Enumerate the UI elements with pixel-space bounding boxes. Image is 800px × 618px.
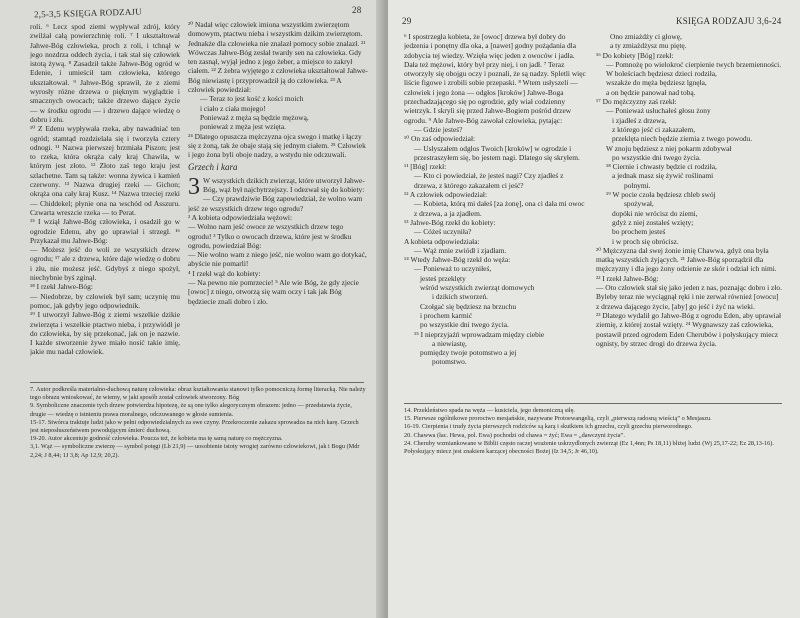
left-footnotes — [30, 386, 366, 616]
poem-line: po wszystkie dni twego życia. — [420, 320, 509, 330]
paragraph: — Wąż mnie zwiódł i zjadłam. — [414, 245, 507, 255]
footnote: 15. Pierwsze ogólnikowe proroctwo mesjańskie, nazywane Protoewangelią, czyli „pierwszą radosną wieścią” o Mesjaszu. — [404, 415, 712, 423]
paragraph: ¹² A człowiek odpowiedział: — [404, 190, 488, 200]
poem-line: dopóki nie wrócisz do ziemi, — [612, 208, 698, 218]
poem-line: ¹⁹ W pocie czoła będziesz chleb swój — [606, 190, 716, 200]
paragraph: ²³ Dlatego wydalił go Jahwe-Bóg z ogrodu Eden, aby uprawiał ziemię, z której został wzięty. ²⁴ Wygnawszy zaś człowieka, postawił przed ogrodem Eden Cherubów i połyskujący miecz ognisty, by strzec drogi do drzewa życia. — [596, 310, 782, 348]
footnote: 9. Symboliczne znaczenie tych drzew potwierdza hipotezę, że są one tylko alegorycznym obrazem: jedno — przedstawia życie, drugie — wiedzę o istnieniu prawa moralnego, odczuwanego w głosie sumienia. — [30, 402, 352, 418]
poem-line: a jednak masz się żywić roślinami — [612, 171, 714, 181]
paragraph: ¹¹ [Bóg] rzekł: — [404, 162, 447, 172]
right-footnotes — [404, 407, 784, 615]
paragraph: — Gdzie jesteś? — [414, 124, 463, 134]
poem-line: i dzikich stworzeń. — [432, 292, 489, 302]
footnote-divider — [404, 403, 782, 404]
footnote: 20. Chawwa (łac. Hewa, pol. Ewa) pochodzi od chawa = żyć; Ewa = „dawczyni życia”. — [404, 431, 625, 439]
paragraph: ¹⁷ Do mężczyzny zaś rzekł: — [596, 97, 677, 107]
paragraph: — Niedobrze, by człowiek był sam; uczynię mu pomoc, jak gdyby jego odpowiednik. — [30, 291, 180, 310]
paragraph: ²⁰ Nadał więc człowiek imiona wszystkim zwierzętom domowym, ptactwu nieba i wszystkim dzikim zwierzętom. Jednakże dla człowieka nie znalazł pomocy sobie znalazł. ²¹ Wówczas Jahwe-Bóg zesłał twardy sen na człowieka. Gdy ten zasnął, wyjął jedno z jego żeber, a miejsce to zakrył ciałem. ²² Z żebra wyjętego z człowieka ukształtował Jahwe-Bóg niewiastę i przyprowadził ją do człowieka. ²³ A człowiek powiedział: — [188, 20, 368, 95]
poem-line: a ty zmiażdżysz mu piętę. — [610, 41, 687, 51]
paragraph: ¹⁰ On zaś odpowiedział: — [404, 134, 476, 144]
section-title: Grzech i kara — [188, 162, 238, 173]
poem-line: jesteś przeklęty — [420, 273, 466, 283]
poem-line: gdyż z niej zostałeś wzięty; — [612, 217, 694, 227]
poem-line: i prochem karmić — [420, 310, 473, 320]
paragraph: ⁴ I rzekł wąż do kobiety: — [188, 268, 261, 278]
poem-line: ¹⁵ I nieprzyjaźń wprowadzam między ciebie — [414, 329, 545, 339]
poem-line: Ono zmiażdży ci głowę, — [610, 32, 682, 41]
paragraph: ² A kobieta odpowiedziała wężowi: — [188, 212, 293, 222]
footnote: 16-19. Cierpienia i trudy życia pierwszych rodziców są karą i skutkiem ich grzechu, czyli grzechu pierworodnego. — [404, 423, 693, 431]
poem-line: — Ponieważ usłuchałeś głosu żony — [606, 106, 711, 116]
paragraph: ¹⁰ Z Edenu wypływała rzeka, aby nawadniać ten ogród; stamtąd rozdzielała się i tworzyła cztery odnogi. ¹¹ Nazwa pierwszej brzmiała Piszon; jest to rzeka, która okrąża cały kraj Chawila, w którym jest złoto. ¹² Złoto zaś tego kraju jest szlachetne. Tam są także: wonna żywica i kamień czerwony. ¹³ Nazwa drugiej rzeki — Gichon; okrąża ona cały kraj Kusz. ¹⁴ Nazwa trzeciej rzeki — Chiddekel; płynie ona na wschód od Asszuru. Czwarta wreszcie rzeka — to Perat. — [30, 124, 180, 217]
footnote: 15-17. Stwórca traktuje ludzi jako w pełni odpowiedzialnych za swe czyny. Przekroczenie zakazu sprowadza na nich karę. Grzech jest nieposłuszeństwem powodującym śmierć duchową. — [30, 418, 359, 435]
poem-line: wszakże do męża będziesz lgnęła, — [606, 78, 707, 88]
poem-line: Czołgać się będziesz na brzuchu — [420, 301, 517, 311]
paragraph: — Czy prawdziwie Bóg zapowiedział, że wolno wam jeść ze wszystkich drzew tego ogrodu? — [188, 194, 363, 213]
right-column-2 — [596, 32, 782, 400]
poem-line: — Pomnożę po wielokroć cierpienie twych brzemienności. — [606, 59, 782, 69]
right-page — [388, 0, 800, 618]
paragraph: ¹⁶ Do kobiety [Bóg] rzekł: — [596, 50, 674, 60]
poem-line: potomstwo. — [432, 357, 467, 367]
left-column-1 — [30, 22, 180, 374]
paragraph: ²⁰ Mężczyzna dał swej żonie imię Chawwa, gdyż ona była matką wszystkich żyjących. ²¹ Jahwe-Bóg sporządził dla mężczyzny i dla jego żony odzienie ze skór i odział ich nimi. ²² I rzekł Jahwe-Bóg: — [596, 245, 777, 283]
right-running-head: KSIĘGA RODZAJU 3,6-24 — [676, 16, 782, 26]
paragraph: — Nie wolno wam z niego jeść, nie wolno wam go dotykać, abyście nie pomarli! — [188, 250, 367, 269]
poem-line: W boleściach będziesz dzieci rodziła, — [606, 69, 717, 79]
poem-line: a niewiastę, — [432, 338, 467, 348]
chapter-number: 3 — [188, 173, 200, 200]
poem-line: i w proch się obrócisz. — [612, 236, 679, 246]
poem-line: Ponieważ z męża są będzie mężową, — [200, 112, 309, 122]
paragraph: — Na pewno nie pomrzecie! ⁵ Ale wie Bóg, że gdy zjecie [owoc] z niego, otworzą się wam oczy i tak jak Bóg będziecie znali dobro i zło. — [188, 278, 359, 306]
footnote: 19-20. Autor akcentuje godność człowieka. Poucza też, że kobieta ma tę samą naturę co mężczyzna. — [30, 435, 283, 443]
poem-line: bo prochem jesteś — [612, 227, 666, 237]
paragraph: ¹³ Jahwe-Bóg rzekł do kobiety: — [404, 217, 496, 227]
right-page-number: 29 — [402, 16, 412, 26]
left-page — [0, 0, 388, 618]
paragraph: roli. ⁶ Lecz spod ziemi wypływał zdrój, który zwilżał całą powierzchnię roli. ⁷ I ukształtował Jahwe-Bóg człowieka, proch z roli, i tchnął w jego nozdrza oddech życia, i tak stał się człowiek istotą żywą. ⁸ Zasadził także Jahwe-Bóg ogród w Edenie, i umieścił tam człowieka, którego ukształtował. ⁹ Jahwe-Bóg sprawił, że z ziemi wyrosły różne drzewa o pięknym wyglądzie i smacznych owocach; także drzewo dające życie — w środku ogrodu — i drzewo dające wiedzę o dobru i złu. — [30, 22, 180, 124]
poem-line: — Teraz to jest kość z kości moich — [200, 94, 304, 104]
right-column-1 — [404, 32, 586, 400]
poem-line: pomiędzy twoje potomstwo a jej — [420, 348, 517, 358]
footnote: 3,1. Wąż — symboliczne zwierzę — symbol potęgi (Lb 21,9) — uosobienie istoty wrogiej zarówno człowiekowi, jak i Bogu (Mdr 2,24; J 8,44; 1J 3,8; Ap 12,9; 20,2). — [30, 443, 360, 459]
paragraph: ¹⁸ I rzekł Jahwe-Bóg: — [30, 282, 93, 292]
paragraph: — Cóżeś uczyniła? — [414, 227, 472, 237]
footnote: 14. Przekleństwo spada na węża — kusiciela, jego demoniczną siłę. — [404, 407, 576, 414]
left-running-head: 2,5-3,5 KSIĘGA RODZAJU — [33, 6, 143, 20]
footnote: 24. Cheruby wzmiankowane w Biblii często raczej wrażenie uskrzydlonych zwierząt (Ez 1,4nn; Ps 18,11) bliżej ludzi (Wj 25,17-22; Ez 28,13-16). Połyskujący miecz jest znakiem karzącej obecności Bożej (Iz 34,5; Jr 46,10). — [404, 439, 774, 456]
footnote: 7. Autor podkreśla materialno-duchową naturę człowieka: obraz kształtowania stanowi tylko pomocniczą formę literacką. Nie należy tego obrazu wnioskować, że wiemy, w jaki sposób został człowiek stworzony. Bóg — [30, 386, 366, 402]
poem-line: polnymi. — [624, 180, 651, 190]
poem-line: spożywał, — [624, 199, 654, 209]
left-page-number: 28 — [352, 5, 362, 15]
poem-line: po wszystkie dni twego życia. — [612, 152, 701, 162]
poem-line: W znoju będziesz z niej pokarm zdobywał — [606, 143, 732, 153]
paragraph: ¹⁹ I utworzył Jahwe-Bóg z ziemi wszelkie dzikie zwierzęta i wszelkie ptactwo nieba, i przywiódł je do człowieka, by się przekonać, jak on je nazwie. I każde stworzenie żywe miało nosić takie imię, jakie mu nadał człowiek. — [30, 310, 180, 357]
poem-line: i ciało z ciała mojego! — [200, 103, 266, 113]
poem-line: i zjadłeś z drzewa, — [612, 115, 667, 125]
paragraph: ⁶ I spostrzegła kobieta, że [owoc] drzewa był dobry do jedzenia i ponętny dla oka, a [nawet] godny pożądania dla zdobycia tej wiedzy. Wzięła więc jeden z owoców i jadła. Dała też mężowi, który był przy niej, i on jadł. ⁷ Teraz otworzyły się obojgu oczy i poznali, że są nadzy. Spletli więc liście figowe i zrobili sobie przepaski. ⁸ Wtem usłyszeli — człowiek i jego żona — odgłos [kroków] Jahwe-Boga przechadzającego się po ogrodzie, gdy wiał codzienny wietrzyk. I skryli się przed Jahwe-Bogiem pośród drzew ogrodu. ⁹ Ale Jahwe-Bóg zawołał człowieka, pytając: — [404, 32, 586, 125]
poem-line: wśród wszystkich zwierząt domowych — [420, 283, 535, 293]
poem-line: ponieważ z męża jest wzięta. — [200, 122, 286, 132]
poem-line: przeklęta niech będzie ziemia z twego powodu. — [612, 134, 753, 144]
paragraph: — Oto człowiek stał się jako jeden z nas, poznając dobro i zło. Byleby teraz nie wyciągnął ręki i nie zerwał również [owocu] z drzewa dającego życie, [aby] go jeść i żyć na wieki. — [596, 283, 782, 311]
paragraph: 3 W wszystkich dzikich zwierząt, które utworzył Jahwe-Bóg, wąż był najchytrzejszy. I odezwał się do kobiety: — [188, 173, 365, 200]
paragraph: ¹⁴ Wtedy Jahwe-Bóg rzekł do węża: — [404, 255, 511, 265]
paragraph: A kobieta odpowiedziała: — [404, 236, 480, 246]
paragraph: ²⁴ Dlatego opuszcza mężczyzna ojca swego i matkę i łączy się z żoną, tak że obaje stają się jednym ciałem. ²⁵ Człowiek i jego żona byli oboje nadzy, a wstydu nie odczuwali. — [188, 131, 366, 160]
poem-line: ¹⁸ Ciernie i chwasty będzie ci rodziła, — [606, 162, 717, 172]
poem-line: a on będzie panował nad tobą. — [606, 87, 696, 97]
paragraph: — Wolno nam jeść owoce ze wszystkich drzew tego ogrodu! ³ Tylko o owocach drzewa, które jest w środku ogrodu, powiedział Bóg: — [188, 222, 352, 250]
paragraph: — Usłyszałem odgłos Twoich [kroków] w ogrodzie i przestraszyłem się, bo jestem nagi. Dlatego się skryłem. — [414, 143, 580, 162]
paragraph: — Kto ci powiedział, że jesteś nagi? Czy zjadłeś z drzewa, z którego zakazałem ci jeść? — [414, 171, 564, 190]
paragraph: ¹⁵ I wziął Jahwe-Bóg człowieka, i osadził go w ogrodzie Edenu, aby go uprawiał i strzegł. ¹⁶ Przykazał mu Jahwe-Bóg: — [30, 217, 180, 245]
poem-line: — Ponieważ to uczyniłeś, — [414, 264, 492, 274]
paragraph: — Możesz jeść do woli ze wszystkich drzew ogrodu; ¹⁷ ale z drzewa, które daje wiedzę o dobru i złu, nie możesz jeść. Gdybyś z niego spożył, niechybnie byś zginął. — [30, 245, 180, 283]
poem-line: z którego jeść ci zakazałem, — [612, 124, 696, 134]
left-column-2 — [188, 20, 368, 376]
footnote-divider — [30, 382, 364, 383]
paragraph: — Kobieta, którą mi dałeś [za żonę], ona ci dała mi owoc z drzewa, a ja zjadłem. — [414, 199, 585, 218]
